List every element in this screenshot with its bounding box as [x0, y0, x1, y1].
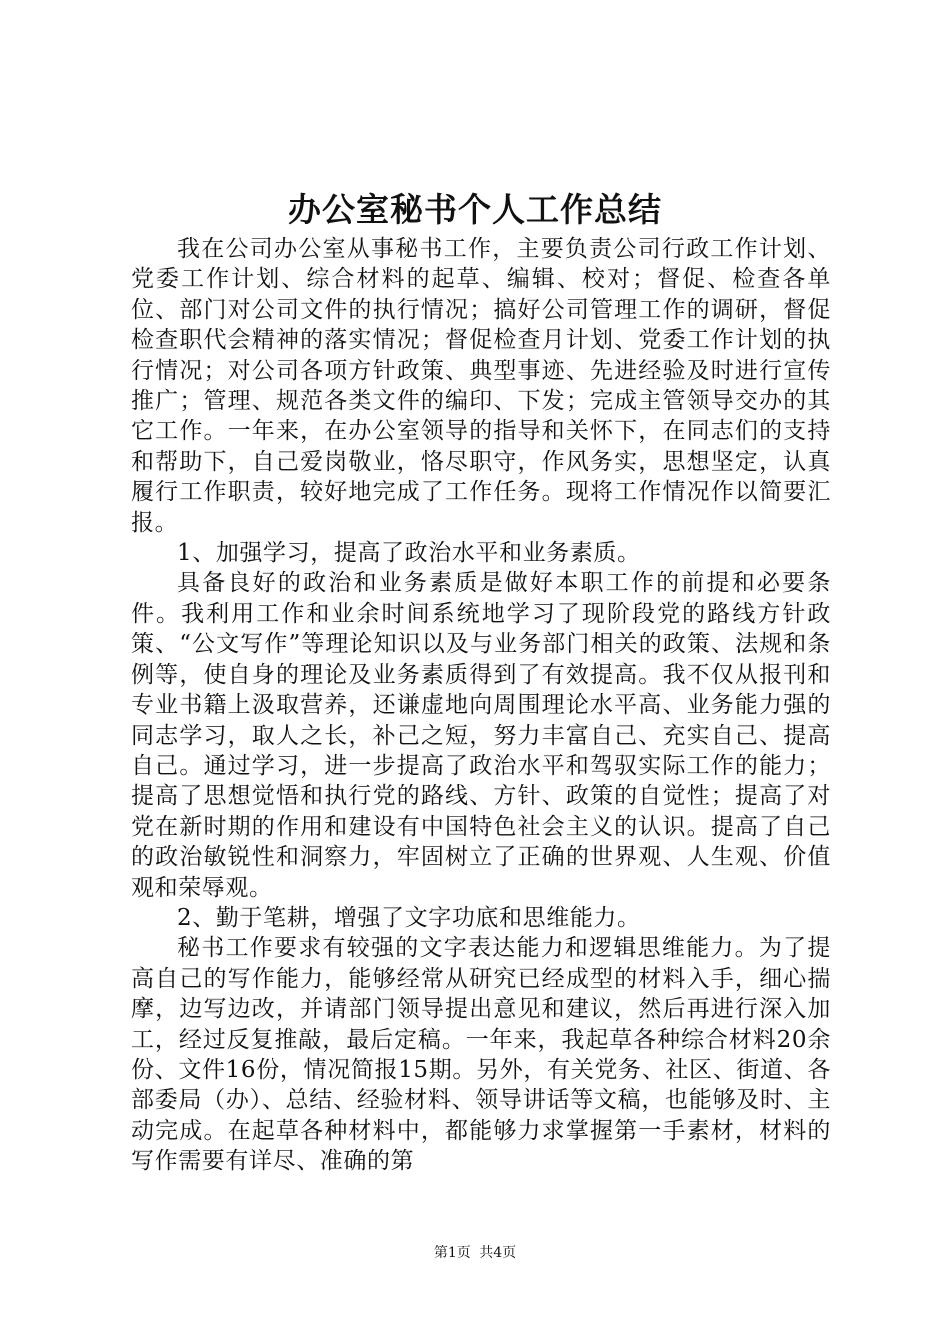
section-heading-study: 1、加强学习，提高了政治水平和业务素质。: [177, 540, 641, 567]
paragraph-writing: 秘书工作要求有较强的文字表达能力和逻辑思维能力。为了提高自己的写作能力，能够经常从研究已经成型的材料入手，细心揣摩，边写边改，并请部门领导提出意见和建议，然后再进行深入加工，经过反复推敲，最后定稿。一年来，我起草各种综合材料20余份、文件16份，情况简报15期。另外，有关党务、社区、街道、各部委局（办）、总结、经验材料、领导讲话等文稿，也能够及时、主动完成。在起草各种材料中，都能够力求掌握第一手素材，材料的写作需要有详尽、准确的第: [131, 935, 831, 1175]
paragraph-study: 具备良好的政治和业务素质是做好本职工作的前提和必要条件。我利用工作和业余时间系统地学习了现阶段党的路线方针政策、“公文写作”等理论知识以及与业务部门相关的政策、法规和条例等，使自身的理论及业务素质得到了有效提高。我不仅从报刊和专业书籍上汲取营养，还谦虚地向周围理论水平高、业务能力强的同志学习，取人之长，补己之短，努力丰富自己、充实自己、提高自己。通过学习，进一步提高了政治水平和驾驭实际工作的能力；提高了思想觉悟和执行党的路线、方针、政策的自觉性；提高了对党在新时期的作用和建设有中国特色社会主义的认识。提高了自己的政治敏锐性和洞察力，牢固树立了正确的世界观、人生观、价值观和荣辱观。: [131, 570, 831, 901]
document-title: 办公室秘书个人工作总结: [288, 190, 662, 229]
page-total: 共4页: [479, 1245, 517, 1261]
paragraph-intro: 我在公司办公室从事秘书工作，主要负责公司行政工作计划、党委工作计划、综合材料的起草、编辑、校对；督促、检查各单位、部门对公司文件的执行情况；搞好公司管理工作的调研，督促检查职代会精神的落实情况；督促检查月计划、党委工作计划的执行情况；对公司各项方针政策、典型事迹、先进经验及时进行宣传推广；管理、规范各类文件的编印、下发；完成主管领导交办的其它工作。一年来，在办公室领导的指导和关怀下，在同志们的支持和帮助下，自己爱岗敬业，恪尽职守，作风务实，思想坚定，认真履行工作职责，较好地完成了工作任务。现将工作情况作以简要汇报。: [131, 236, 831, 536]
page-number: 第1页: [433, 1245, 471, 1261]
section-heading-writing: 2、勤于笔耕，增强了文字功底和思维能力。: [177, 904, 641, 931]
page-footer: [0, 1243, 950, 1263]
document-body: [131, 234, 831, 1177]
